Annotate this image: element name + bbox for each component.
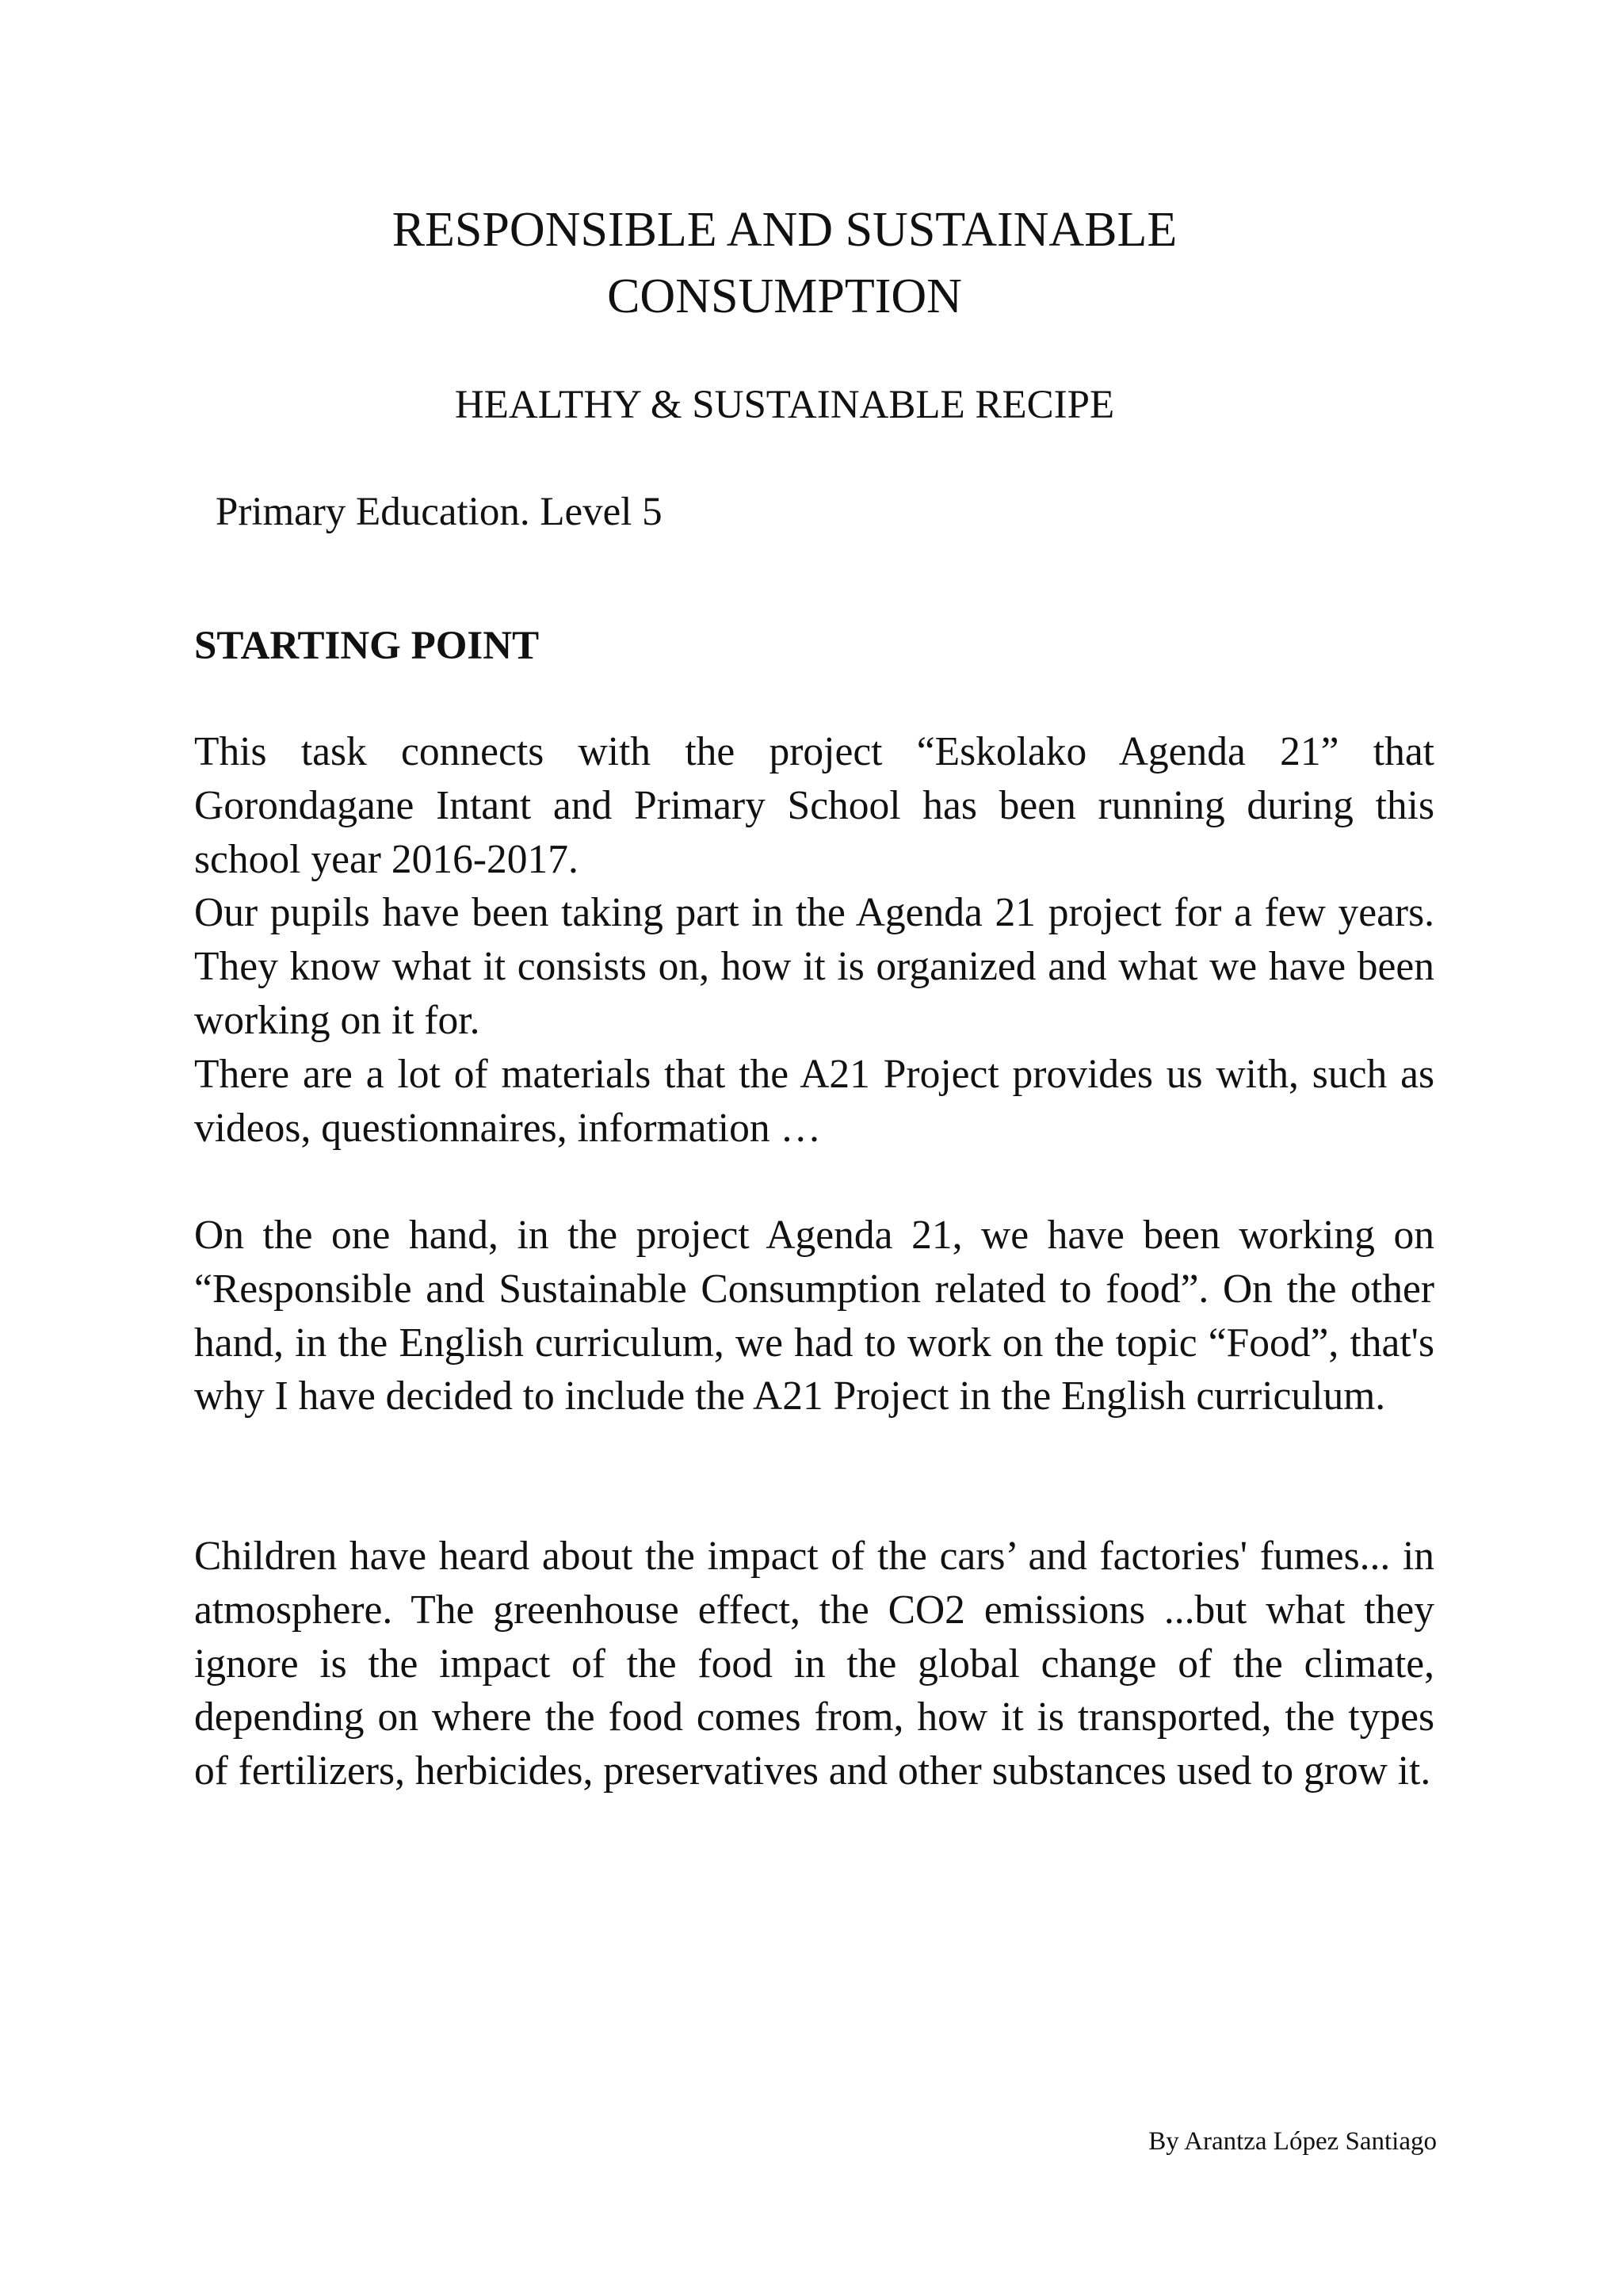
document-title: RESPONSIBLE AND SUSTAINABLE CONSUMPTION [391,203,1178,323]
paragraph-3: There are a lot of materials that the A21 Project provides us with, such as videos, questionnaires, information … [194,1051,1434,1151]
paragraph-4: On the one hand, in the project Agenda 21, we have been working on “Responsible and Sustainable Consumption related to food”. On the other hand, in the English curriculum, we had to work on the topic “Food”, that's why I have decided to include the A21 Project in the English curriculum. [194,1213,1434,1419]
paragraph-group-intro [194,725,1434,1155]
author-credit: By Arantza López Santiago [1148,2127,1437,2156]
paragraph-group-impact [194,1530,1434,1798]
paragraph-1: This task connects with the project “Eskolako Agenda 21” that Gorondagane Intant and Primary School has been running during this school year 2016-2017. [194,729,1434,882]
paragraph-2: Our pupils have been taking part in the Agenda 21 project for a few years. They know what it consists on, how it is organized and what we have been working on it for. [194,890,1434,1043]
section-heading-starting-point: STARTING POINT [194,624,540,668]
document-subtitle: HEALTHY & SUSTAINABLE RECIPE [454,383,1115,427]
paragraph-5: Children have heard about the impact of the cars’ and factories' fumes... in atmosphere. The greenhouse effect, the CO2 emissions ...but what they ignore is the impact of the food in the global change of the climate, depending on where the food comes from, how it is transported, the types of fertilizers, herbicides, preservatives and other substances used to grow it. [194,1534,1434,1794]
education-level: Primary Education. Level 5 [216,490,663,534]
paragraph-group-agenda [194,1209,1434,1423]
